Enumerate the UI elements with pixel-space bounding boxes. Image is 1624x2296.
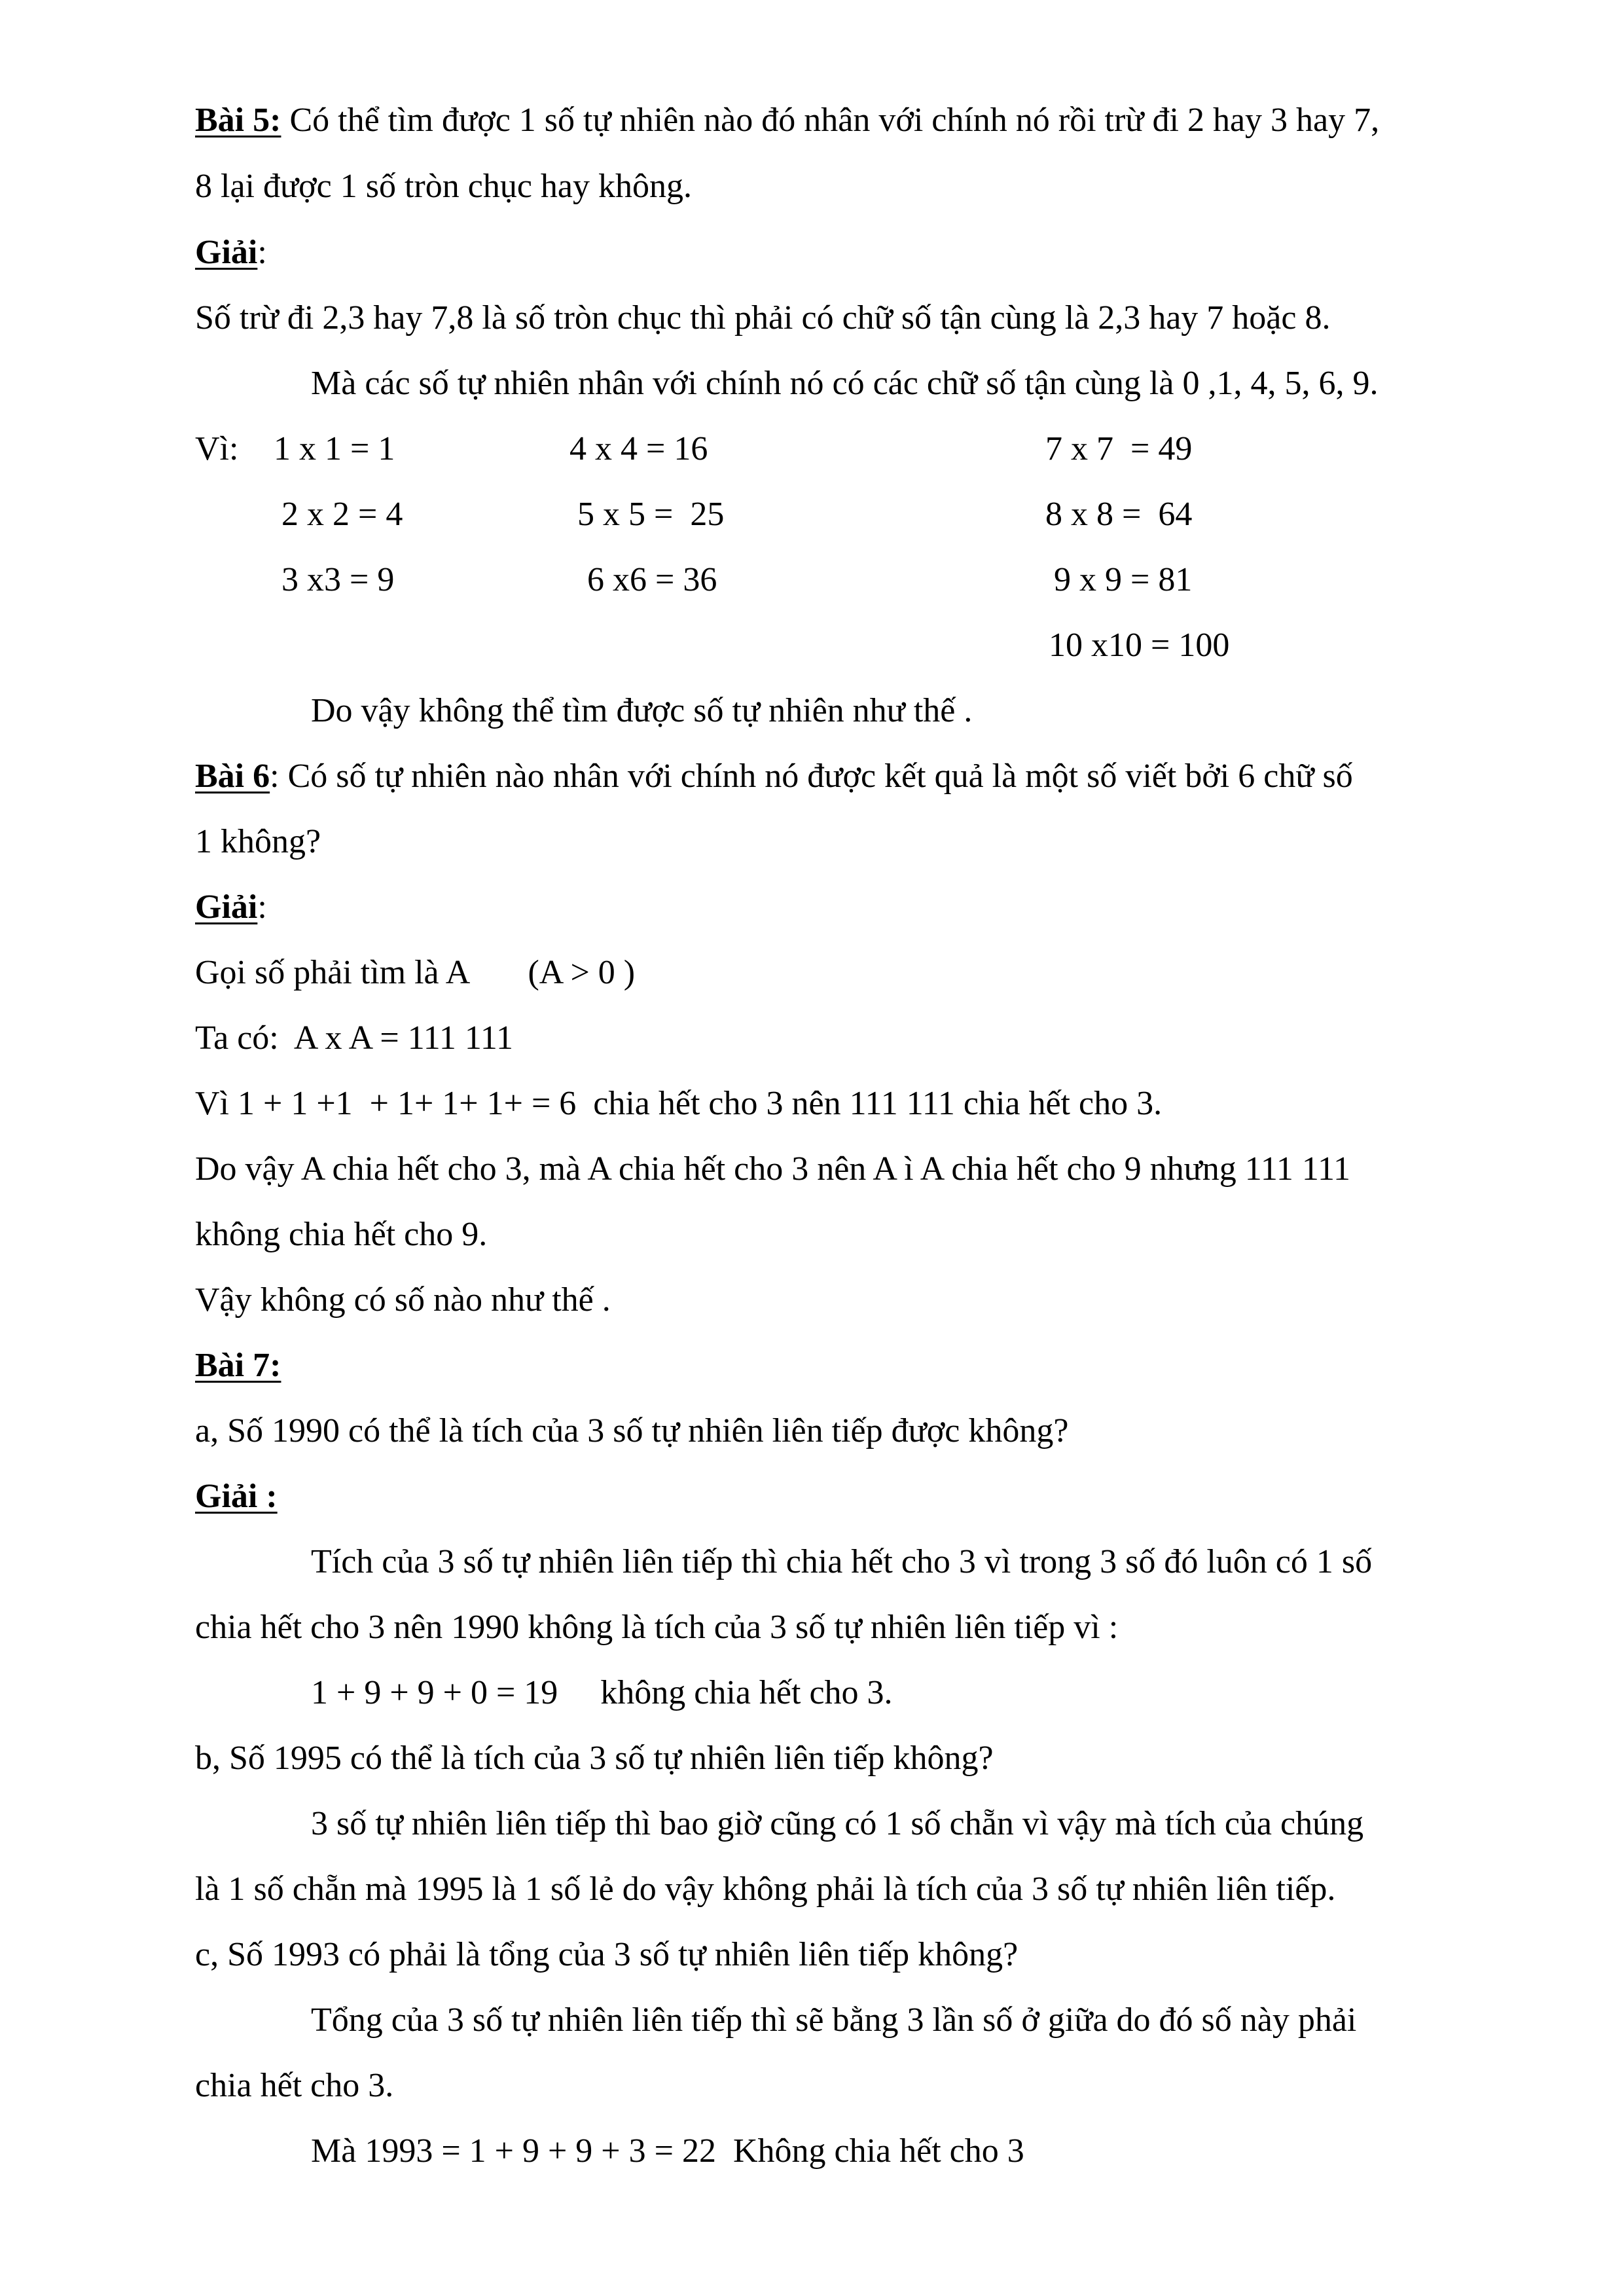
bai5-col1-row1: 1 x 1 = 1 xyxy=(274,430,395,467)
bai6-label: Bài 6 xyxy=(195,757,270,795)
bai6-step-3: Vì 1 + 1 +1 + 1+ 1+ 1+ = 6 chia hết cho 3 nên 111 111 chia hết cho 3. xyxy=(195,1085,1163,1122)
bai5-col3-row1: 7 x 7 = 49 xyxy=(1045,430,1193,467)
bai5-giai-heading xyxy=(195,236,267,270)
bai5-giai-colon: : xyxy=(257,234,267,271)
bai5-line1 xyxy=(195,103,1379,137)
bai7-a-line2: chia hết cho 3 nên 1990 không là tích của 3 số tự nhiên liên tiếp vì : xyxy=(195,1609,1119,1646)
bai5-label: Bài 5: xyxy=(195,101,281,139)
bai5-col1-row2: 2 x 2 = 4 xyxy=(281,496,403,533)
bai5-question: Có thể tìm được 1 số tự nhiên nào đó nhân với chính nó rồi trừ đi 2 hay 3 hay 7, xyxy=(281,101,1380,139)
bai5-question-cont: 8 lại được 1 số tròn chục hay không. xyxy=(195,168,692,205)
bai6-step-1: Gọi số phải tìm là A (A > 0 ) xyxy=(195,954,636,991)
bai7-c-line2: chia hết cho 3. xyxy=(195,2067,394,2104)
bai5-solution-1: Số trừ đi 2,3 hay 7,8 là số tròn chục thì phải có chữ số tận cùng là 2,3 hay 7 hoặc 8. xyxy=(195,299,1331,337)
bai5-giai: Giải xyxy=(195,234,258,271)
bai7-label: Bài 7: xyxy=(195,1347,281,1384)
bai6-giai-heading xyxy=(195,890,267,924)
bai7-part-c: c, Số 1993 có phải là tổng của 3 số tự nhiên liên tiếp không? xyxy=(195,1936,1019,1973)
bai6-line1 xyxy=(195,759,1353,793)
bai5-col3-row4: 10 x10 = 100 xyxy=(1049,627,1230,664)
bai7-part-a: a, Số 1990 có thể là tích của 3 số tự nhiên liên tiếp được không? xyxy=(195,1412,1069,1449)
bai7-a-line3: 1 + 9 + 9 + 0 = 19 không chia hết cho 3. xyxy=(311,1674,893,1711)
bai6-step-5: không chia hết cho 9. xyxy=(195,1216,488,1253)
bai6-giai-colon: : xyxy=(257,888,267,926)
bai5-col3-row3: 9 x 9 = 81 xyxy=(1054,561,1193,598)
bai7-a-line1: Tích của 3 số tự nhiên liên tiếp thì chia hết cho 3 vì trong 3 số đó luôn có 1 số xyxy=(311,1543,1373,1580)
bai5-vi: Vì: xyxy=(195,430,239,467)
bai6-question-cont: 1 không? xyxy=(195,823,321,860)
bai7-b-line1: 3 số tự nhiên liên tiếp thì bao giờ cũng có 1 số chẵn vì vậy mà tích của chúng xyxy=(311,1805,1364,1842)
bai7-b-line2: là 1 số chẵn mà 1995 là 1 số lẻ do vậy không phải là tích của 3 số tự nhiên liên tiếp. xyxy=(195,1870,1336,1908)
bai5-col2-row1: 4 x 4 = 16 xyxy=(569,430,708,467)
bai6-question: : Có số tự nhiên nào nhân với chính nó được kết quả là một số viết bởi 6 chữ số xyxy=(270,757,1353,795)
bai5-col3-row2: 8 x 8 = 64 xyxy=(1045,496,1193,533)
bai5-conclusion: Do vậy không thể tìm được số tự nhiên như thế . xyxy=(311,692,973,729)
bai6-step-4: Do vậy A chia hết cho 3, mà A chia hết cho 3 nên A ì A chia hết cho 9 nhưng 111 111 xyxy=(195,1150,1351,1188)
bai7-giai: Giải : xyxy=(195,1478,278,1515)
bai7-c-line1: Tổng của 3 số tự nhiên liên tiếp thì sẽ bằng 3 lần số ở giữa do đó số này phải xyxy=(311,2001,1357,2039)
bai6-step-6: Vậy không có số nào như thế . xyxy=(195,1281,611,1319)
bai6-step-2: Ta có: A x A = 111 111 xyxy=(195,1019,513,1057)
bai7-c-line3: Mà 1993 = 1 + 9 + 9 + 3 = 22 Không chia hết cho 3 xyxy=(311,2132,1024,2170)
bai5-col1-row3: 3 x3 = 9 xyxy=(281,561,395,598)
bai5-col2-row3: 6 x6 = 36 xyxy=(587,561,717,598)
bai5-solution-2: Mà các số tự nhiên nhân với chính nó có các chữ số tận cùng là 0 ,1, 4, 5, 6, 9. xyxy=(311,365,1379,402)
bai7-part-b: b, Số 1995 có thể là tích của 3 số tự nhiên liên tiếp không? xyxy=(195,1740,994,1777)
bai6-giai: Giải xyxy=(195,888,258,926)
bai5-col2-row2: 5 x 5 = 25 xyxy=(577,496,725,533)
